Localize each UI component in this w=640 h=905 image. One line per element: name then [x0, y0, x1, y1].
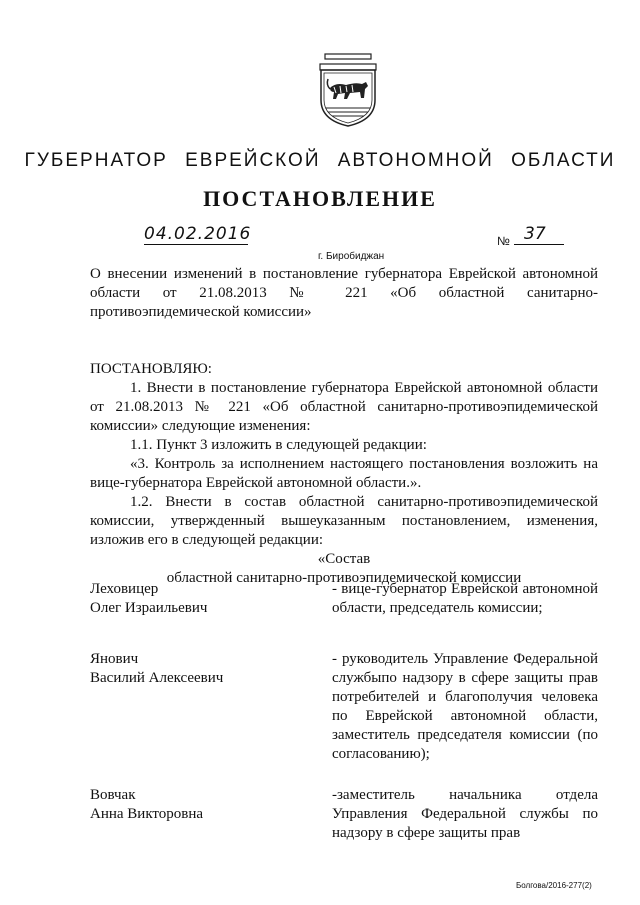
member-name	[90, 580, 310, 618]
paragraph-1-1: 1.1. Пункт 3 изложить в следующей редакции:	[130, 437, 427, 453]
governor-title: ГУБЕРНАТОР ЕВРЕЙСКОЙ АВТОНОМНОЙ ОБЛАСТИ	[24, 150, 616, 171]
member-given-name: Олег Израильевич	[90, 600, 208, 616]
footer-reference: Болгова/2016-277(2)	[516, 881, 592, 890]
composition-title: «Состав	[317, 551, 371, 567]
paragraph-1: 1. Внести в постановление губернатора Еврейской автономной области от 21.08.2013 № 221 «Об областной санитарно-противоэпидемической комиссии» следующие изменения:	[90, 380, 598, 434]
composition-subtitle: областной санитарно-противоэпидемической комиссии	[166, 570, 522, 586]
paragraph-1-2: 1.2. Внести в состав областной санитарно-противоэпидемической комиссии, утвержденный вышеуказанным постановлением, изменения, изложив его в следующей редакции:	[90, 494, 598, 548]
paragraph-1-1-text: «3. Контроль за исполнением настоящего постановления возложить на вице-губернатора Еврейской автономной области.».	[90, 456, 598, 491]
member-name	[90, 786, 310, 824]
decree-body	[90, 360, 598, 588]
city: г. Биробиджан	[318, 251, 385, 262]
member-role: -заместитель начальника отдела Управления Федеральной службы по надзору в сфере защиты прав	[332, 787, 598, 841]
subject-line: О внесении изменений в постановление губернатора Еврейской автономной	[90, 266, 598, 282]
member-given-name: Анна Викторовна	[90, 806, 204, 822]
member-given-name: Василий Алексеевич	[90, 670, 224, 686]
document-subject	[90, 265, 598, 322]
document-date: 04.02.2016	[144, 224, 252, 244]
member-role: - вице-губернатор Еврейской автономной области, председатель комиссии;	[332, 581, 598, 616]
number-label: №	[497, 234, 510, 248]
member-surname: Вовчак	[90, 787, 136, 803]
member-surname: Леховицер	[90, 581, 159, 597]
decree-word: ПОСТАНОВЛЯЮ:	[90, 361, 212, 377]
member-role: - руководитель Управление Федеральной службыпо надзору в сфере защиты прав потребителей и благополучия человека по Еврейской автономной области, заместитель председателя комиссии (по согласованию);	[332, 651, 598, 762]
coat-of-arms-tiger-icon	[316, 52, 380, 128]
member-name	[90, 650, 310, 688]
document-type: ПОСТАНОВЛЕНИЕ	[203, 186, 437, 211]
subject-line: противоэпидемической комиссии»	[90, 304, 312, 320]
subject-line: области от 21.08.2013 № 221 «Об областной санитарно-	[90, 285, 598, 301]
member-surname: Янович	[90, 651, 139, 667]
document-number: 37	[514, 224, 564, 245]
